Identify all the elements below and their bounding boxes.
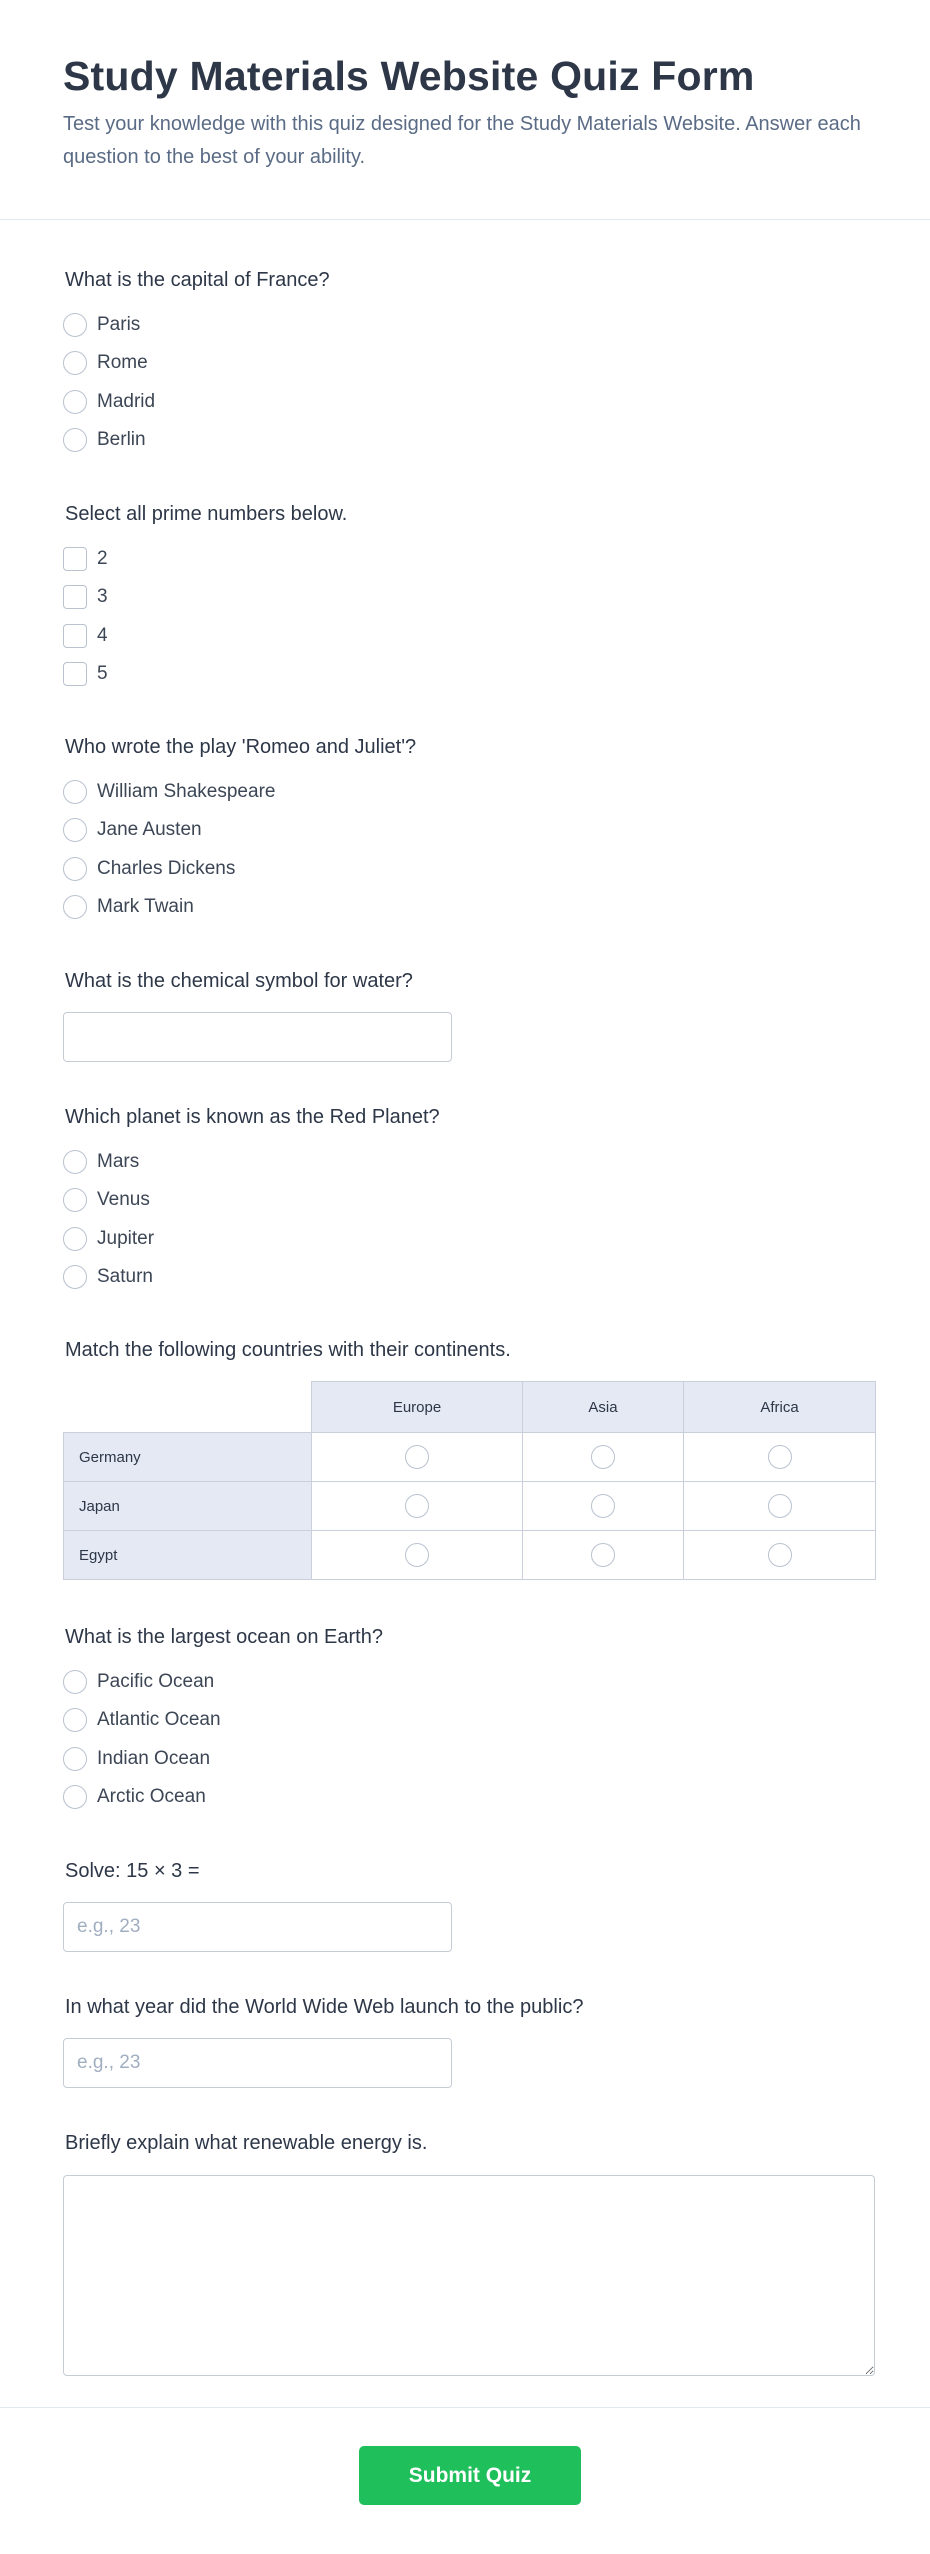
radio-button[interactable]	[405, 1494, 429, 1518]
radio-button[interactable]	[591, 1445, 615, 1469]
radio-button[interactable]	[405, 1445, 429, 1469]
radio-button[interactable]	[768, 1494, 792, 1518]
q7-option-atlantic[interactable]: Atlantic Ocean	[63, 1706, 221, 1734]
form-header	[0, 0, 930, 220]
q3-option-shakespeare[interactable]: William Shakespeare	[63, 778, 275, 806]
q1-option-berlin[interactable]: Berlin	[63, 426, 146, 454]
radio-button[interactable]	[63, 895, 87, 919]
q1-option-madrid[interactable]: Madrid	[63, 388, 155, 416]
q9-answer-input[interactable]	[63, 2038, 452, 2088]
radio-button[interactable]	[63, 1785, 87, 1809]
checkbox[interactable]	[63, 547, 87, 571]
radio-button[interactable]	[591, 1543, 615, 1567]
q3-option-dickens[interactable]: Charles Dickens	[63, 855, 235, 883]
q3-option-austen[interactable]: Jane Austen	[63, 816, 202, 844]
question-5-label: Which planet is known as the Red Planet?	[65, 1106, 440, 1128]
q5-option-saturn[interactable]: Saturn	[63, 1263, 153, 1291]
q4-answer-input[interactable]	[63, 1012, 452, 1062]
radio-button[interactable]	[63, 428, 87, 452]
matrix-column-europe: Europe	[312, 1382, 523, 1433]
checkbox[interactable]	[63, 624, 87, 648]
q2-option-3[interactable]: 3	[63, 583, 108, 611]
matrix-cell[interactable]	[523, 1482, 684, 1531]
question-8-label: Solve: 15 × 3 =	[65, 1860, 200, 1882]
matrix-cell[interactable]	[684, 1531, 876, 1580]
q5-option-jupiter[interactable]: Jupiter	[63, 1225, 154, 1253]
matrix-cell[interactable]	[684, 1482, 876, 1531]
radio-button[interactable]	[63, 1188, 87, 1212]
matrix-column-africa: Africa	[684, 1382, 876, 1433]
radio-button[interactable]	[63, 857, 87, 881]
q2-option-2[interactable]: 2	[63, 545, 108, 573]
q3-option-twain[interactable]: Mark Twain	[63, 893, 194, 921]
matrix-corner	[64, 1382, 312, 1433]
radio-button[interactable]	[63, 1708, 87, 1732]
radio-button[interactable]	[63, 1227, 87, 1251]
q5-option-mars[interactable]: Mars	[63, 1148, 139, 1176]
question-1-label: What is the capital of France?	[65, 269, 330, 291]
matrix-row-egypt: Egypt	[64, 1531, 312, 1580]
radio-button[interactable]	[63, 1150, 87, 1174]
matrix-cell[interactable]	[312, 1482, 523, 1531]
radio-button[interactable]	[405, 1543, 429, 1567]
radio-button[interactable]	[63, 1747, 87, 1771]
radio-button[interactable]	[63, 1265, 87, 1289]
question-2-label: Select all prime numbers below.	[65, 503, 348, 525]
question-3-label: Who wrote the play 'Romeo and Juliet'?	[65, 736, 417, 758]
matrix-cell[interactable]	[312, 1433, 523, 1482]
q1-option-rome[interactable]: Rome	[63, 349, 148, 377]
question-4-label: What is the chemical symbol for water?	[65, 970, 413, 992]
page-description: Test your knowledge with this quiz designed for the Study Materials Website. Answer each question to the best of your ability.	[63, 113, 861, 168]
radio-button[interactable]	[63, 351, 87, 375]
matrix-column-asia: Asia	[523, 1382, 684, 1433]
q7-option-pacific[interactable]: Pacific Ocean	[63, 1668, 214, 1696]
question-9-label: In what year did the World Wide Web launch to the public?	[65, 1996, 584, 2018]
matrix-cell[interactable]	[523, 1433, 684, 1482]
question-10-label: Briefly explain what renewable energy is.	[65, 2132, 428, 2154]
submit-quiz-button[interactable]: Submit Quiz	[359, 2446, 581, 2505]
matrix-row-japan: Japan	[64, 1482, 312, 1531]
matrix-cell[interactable]	[312, 1531, 523, 1580]
radio-button[interactable]	[63, 390, 87, 414]
q5-option-venus[interactable]: Venus	[63, 1186, 150, 1214]
matrix-cell[interactable]	[684, 1433, 876, 1482]
radio-button[interactable]	[63, 818, 87, 842]
page-title: Study Materials Website Quiz Form	[63, 53, 755, 99]
question-6-label: Match the following countries with their continents.	[65, 1339, 511, 1361]
radio-button[interactable]	[768, 1543, 792, 1567]
radio-button[interactable]	[63, 313, 87, 337]
matrix-cell[interactable]	[523, 1531, 684, 1580]
q2-option-4[interactable]: 4	[63, 622, 108, 650]
checkbox[interactable]	[63, 585, 87, 609]
q10-answer-textarea[interactable]	[63, 2175, 875, 2376]
matrix-row-germany: Germany	[64, 1433, 312, 1482]
q7-option-indian[interactable]: Indian Ocean	[63, 1745, 210, 1773]
radio-button[interactable]	[63, 780, 87, 804]
q8-answer-input[interactable]	[63, 1902, 452, 1952]
question-7-label: What is the largest ocean on Earth?	[65, 1626, 383, 1648]
footer-divider	[0, 2407, 930, 2408]
q2-option-5[interactable]: 5	[63, 660, 108, 688]
radio-button[interactable]	[768, 1445, 792, 1469]
q1-option-paris[interactable]: Paris	[63, 311, 140, 339]
radio-button[interactable]	[591, 1494, 615, 1518]
country-continent-matrix	[63, 1381, 876, 1580]
checkbox[interactable]	[63, 662, 87, 686]
radio-button[interactable]	[63, 1670, 87, 1694]
q7-option-arctic[interactable]: Arctic Ocean	[63, 1783, 206, 1811]
